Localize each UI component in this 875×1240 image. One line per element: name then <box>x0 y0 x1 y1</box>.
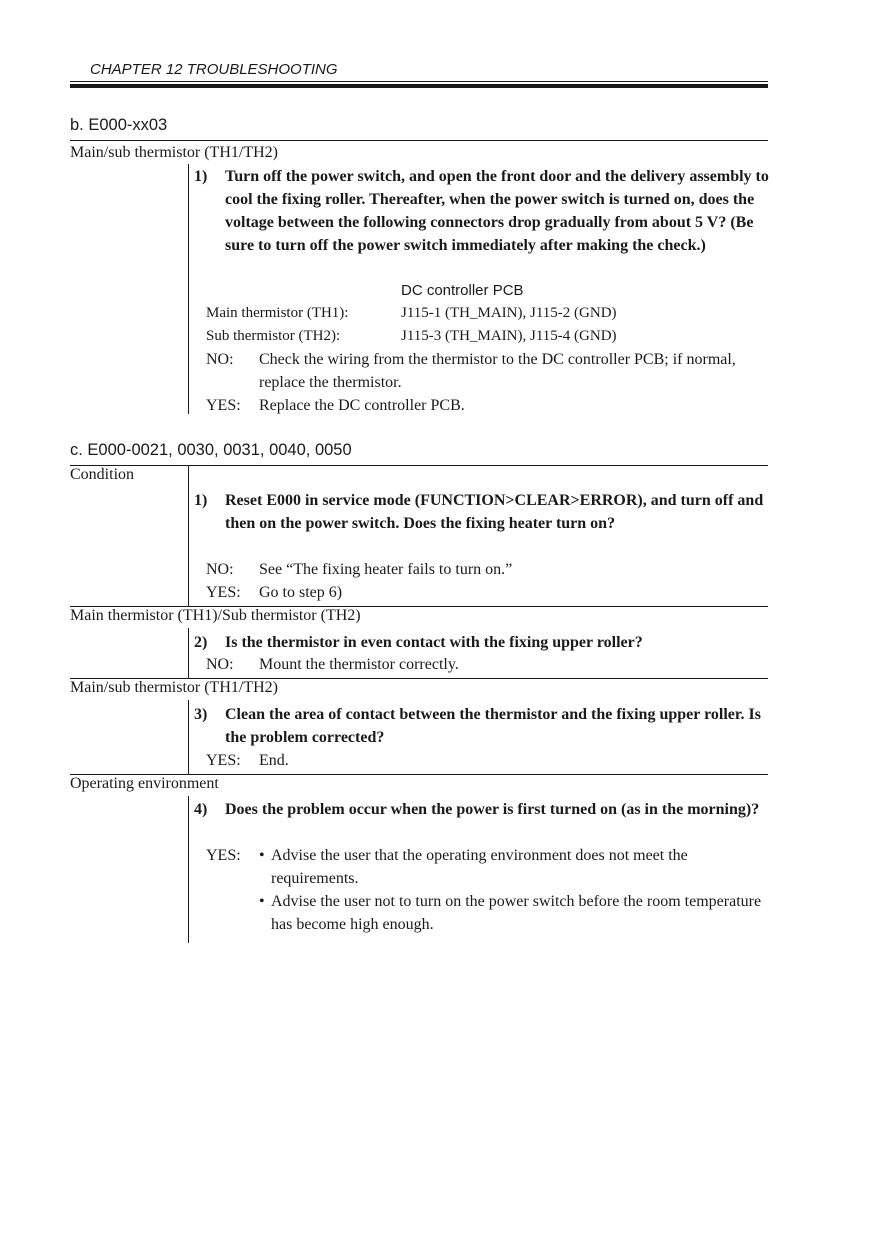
answer-text: See “The fixing heater fails to turn on.” <box>259 561 513 578</box>
condition-label: Condition <box>70 466 135 483</box>
section-b-divider <box>188 164 189 414</box>
step-2 <box>194 631 769 654</box>
connector-label: Main thermistor (TH1): <box>206 305 349 321</box>
step-text: Turn off the power switch, and open the front door and the delivery assembly to cool the fixing roller. Thereafter, when the power switch is turned on, does the voltage between the following connectors drop gradually from about 5 V? (Be sure to turn off the power switch immediately after making the check.) <box>225 168 769 254</box>
page-header: CHAPTER 12 TROUBLESHOOTING <box>90 61 338 78</box>
answer-label: YES: <box>206 397 241 414</box>
step-number: 3) <box>194 706 208 723</box>
condition-label: Operating environment <box>70 775 219 792</box>
answer-label: YES: <box>206 847 241 864</box>
header-rule-thin <box>70 81 768 82</box>
step-number: 4) <box>194 801 208 818</box>
section-b-no-answer <box>206 348 769 394</box>
group-divider <box>188 628 189 678</box>
answer-text: Replace the DC controller PCB. <box>259 397 465 414</box>
answer-text: Go to step 6) <box>259 584 343 601</box>
step-number: 2) <box>194 634 208 651</box>
connector-table-row <box>206 328 617 345</box>
step-text: Is the thermistor in even contact with the fixing upper roller? <box>225 634 643 651</box>
bullet-icon: • <box>259 893 265 910</box>
answer-label: NO: <box>206 351 234 368</box>
answer-label: YES: <box>206 752 241 769</box>
connector-label: Sub thermistor (TH2): <box>206 328 341 344</box>
condition-label: Main thermistor (TH1)/Sub thermistor (TH2) <box>70 607 361 624</box>
step-number: 1) <box>194 492 208 509</box>
group-divider <box>188 700 189 774</box>
answer-label: YES: <box>206 584 241 601</box>
group-divider <box>188 465 189 606</box>
step-number: 1) <box>194 168 208 185</box>
connector-value: J115-1 (TH_MAIN), J115-2 (GND) <box>401 305 617 321</box>
section-b-condition: Main/sub thermistor (TH1/TH2) <box>70 144 278 161</box>
section-b-rule <box>70 140 768 141</box>
step-text: Clean the area of contact between the thermistor and the fixing upper roller. Is the problem corrected? <box>225 706 761 746</box>
answer-text <box>259 844 769 936</box>
connector-table-row <box>206 305 617 322</box>
bullet-text: Advise the user not to turn on the power switch before the room temperature has become high enough. <box>271 893 762 933</box>
no-answer <box>206 558 769 581</box>
step-3 <box>194 703 769 749</box>
step-1 <box>194 489 769 535</box>
yes-answer <box>206 749 769 772</box>
answer-text: Mount the thermistor correctly. <box>259 656 459 673</box>
condition-label: Main/sub thermistor (TH1/TH2) <box>70 679 278 696</box>
answer-text: End. <box>259 752 289 769</box>
header-rule-thick <box>70 84 768 88</box>
connector-table-header: DC controller PCB <box>401 282 524 299</box>
connector-value: J115-3 (TH_MAIN), J115-4 (GND) <box>401 328 617 344</box>
group-divider <box>188 796 189 943</box>
section-b-title: b. E000-xx03 <box>70 116 168 134</box>
no-answer <box>206 653 769 676</box>
yes-answer <box>206 844 769 936</box>
answer-label: NO: <box>206 561 234 578</box>
answer-label: NO: <box>206 656 234 673</box>
section-c-title: c. E000-0021, 0030, 0031, 0040, 0050 <box>70 441 352 459</box>
step-text: Reset E000 in service mode (FUNCTION>CLEAR>ERROR), and turn off and then on the power switch. Does the fixing heater turn on? <box>225 492 764 532</box>
step-text: Does the problem occur when the power is first turned on (as in the morning)? <box>225 801 760 818</box>
section-c-rule <box>70 465 768 466</box>
bullet-text: Advise the user that the operating environment does not meet the requirements. <box>271 847 688 887</box>
section-b-yes-answer <box>206 394 769 417</box>
bullet-icon: • <box>259 847 265 864</box>
bullet-item <box>259 890 769 936</box>
step-4 <box>194 798 769 821</box>
bullet-item <box>259 844 769 890</box>
answer-text: Check the wiring from the thermistor to the DC controller PCB; if normal, replace the thermistor. <box>259 351 736 391</box>
yes-answer <box>206 581 769 604</box>
section-b-step-1 <box>194 165 769 257</box>
